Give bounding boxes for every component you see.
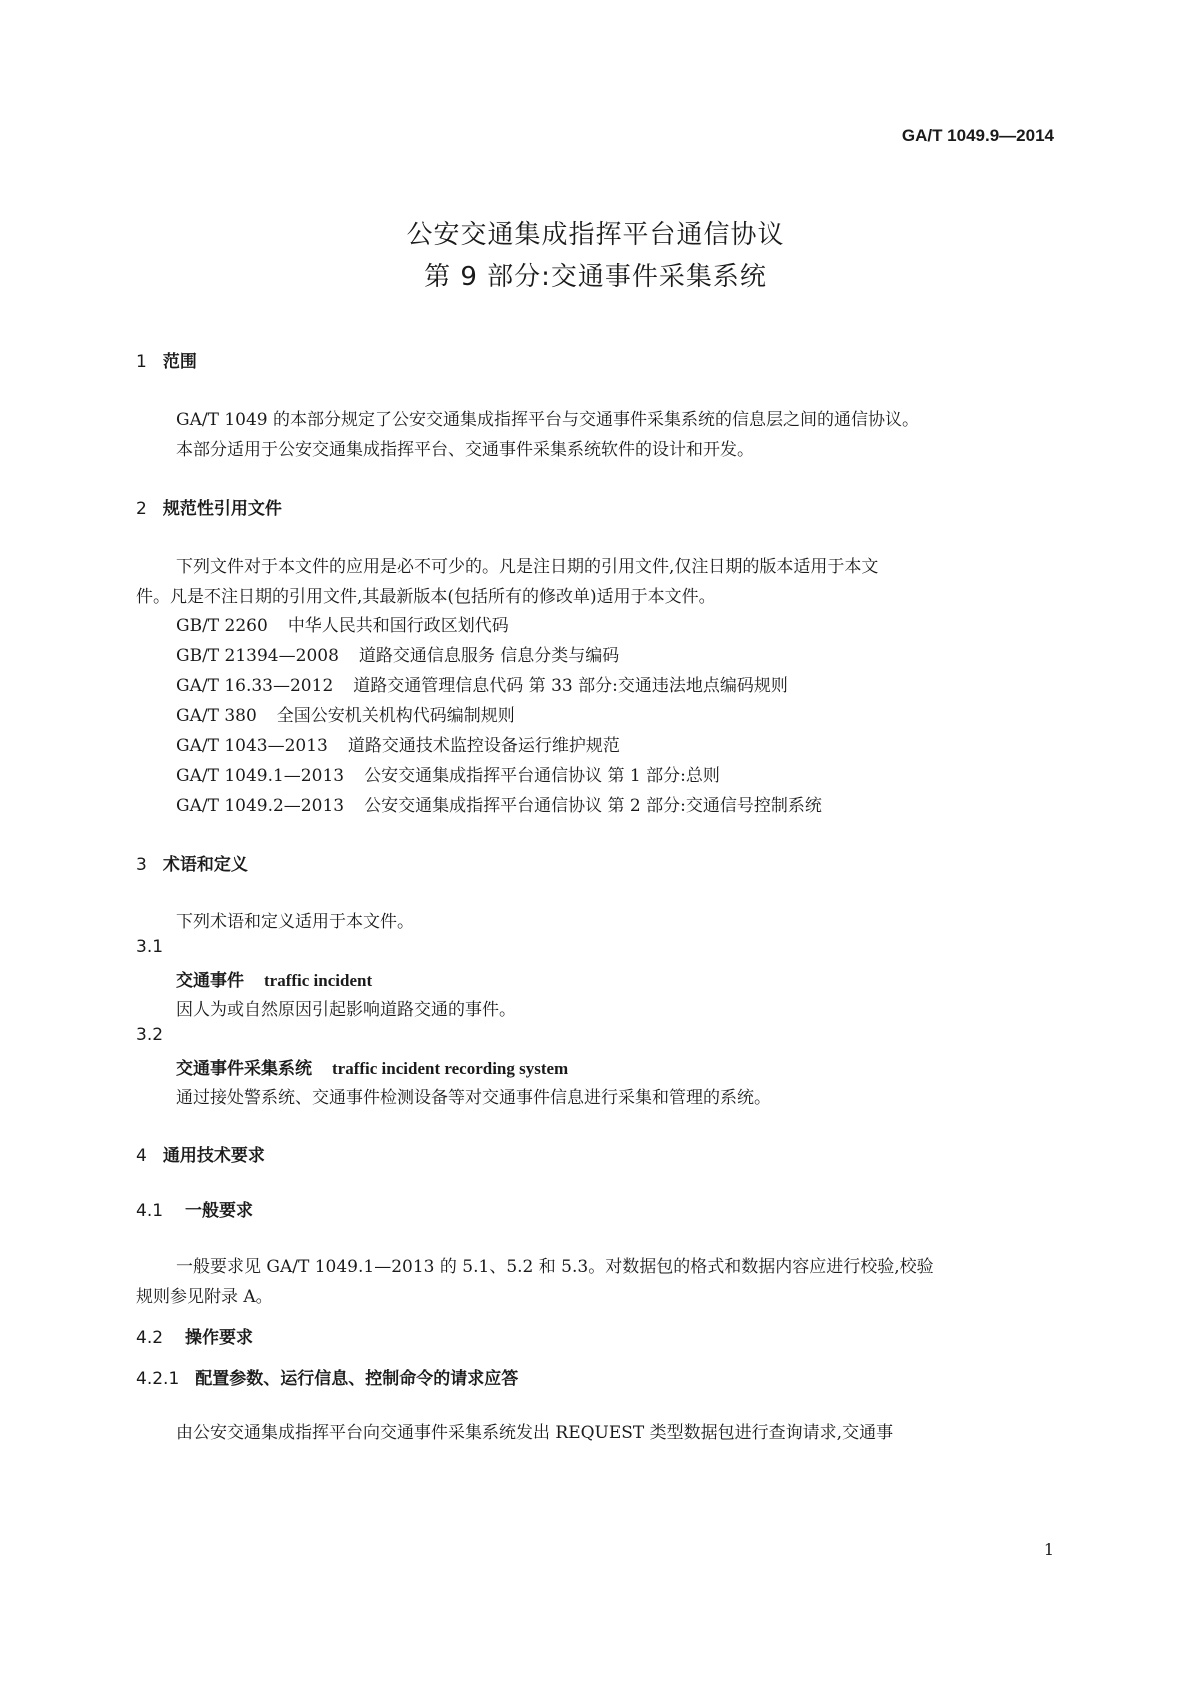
term-definition: 因人为或自然原因引起影响道路交通的事件。 — [176, 1000, 516, 1020]
section-4-1-paragraph-line1: 一般要求见 GA/T 1049.1—2013 的 5.1、5.2 和 5.3。对数据包的格式和数据内容应进行校验,校验 — [176, 1257, 934, 1277]
reference-item — [176, 791, 822, 816]
section-2-number: 2 — [136, 499, 147, 519]
section-3-paragraph: 下列术语和定义适用于本文件。 — [176, 912, 414, 932]
section-4-1-title: 一般要求 — [185, 1201, 254, 1221]
reference-title: 道路交通管理信息代码 第 33 部分:交通违法地点编码规则 — [353, 676, 788, 696]
section-3-number: 3 — [136, 855, 147, 875]
document-title-line2: 第 9 部分:交通事件采集系统 — [424, 262, 767, 292]
section-1-heading — [136, 347, 197, 372]
section-2-paragraph-line1: 下列文件对于本文件的应用是必不可少的。凡是注日期的引用文件,仅注日期的版本适用于本文 — [176, 557, 879, 577]
reference-title: 公安交通集成指挥平台通信协议 第 2 部分:交通信号控制系统 — [364, 796, 822, 816]
section-1-number: 1 — [136, 352, 147, 372]
reference-item — [176, 761, 720, 786]
section-4-heading — [136, 1141, 265, 1166]
section-4-2-1-title: 配置参数、运行信息、控制命令的请求应答 — [195, 1369, 519, 1389]
reference-title: 道路交通技术监控设备运行维护规范 — [347, 736, 620, 756]
section-4-2-title: 操作要求 — [185, 1328, 254, 1348]
reference-code: GA/T 16.33—2012 — [176, 676, 334, 696]
section-4-2-1-number: 4.2.1 — [136, 1369, 180, 1389]
reference-code: GA/T 1049.1—2013 — [176, 766, 345, 786]
section-4-2-1-heading — [136, 1364, 518, 1389]
section-4-1-number: 4.1 — [136, 1201, 164, 1221]
reference-code: GA/T 380 — [176, 706, 257, 726]
term-en: traffic incident recording system — [332, 1059, 569, 1078]
term-heading — [176, 1054, 568, 1079]
term-en: traffic incident — [264, 971, 373, 990]
section-4-2-number: 4.2 — [136, 1328, 164, 1348]
page-number: 1 — [1043, 1540, 1054, 1559]
reference-item — [176, 641, 619, 666]
reference-item — [176, 671, 788, 696]
reference-title: 公安交通集成指挥平台通信协议 第 1 部分:总则 — [364, 766, 720, 786]
section-2-title: 规范性引用文件 — [162, 499, 282, 519]
reference-code: GA/T 1043—2013 — [176, 736, 328, 756]
reference-title: 道路交通信息服务 信息分类与编码 — [358, 646, 620, 666]
section-2-paragraph-line2: 件。凡是不注日期的引用文件,其最新版本(包括所有的修改单)适用于本文件。 — [136, 587, 716, 607]
reference-item — [176, 731, 620, 756]
standard-code: GA/T 1049.9—2014 — [901, 126, 1054, 145]
section-3-title: 术语和定义 — [162, 855, 248, 875]
section-4-1-heading — [136, 1196, 253, 1221]
section-1-paragraph-1: GA/T 1049 的本部分规定了公安交通集成指挥平台与交通事件采集系统的信息层之间的通信协议。 — [176, 410, 919, 430]
term-number: 3.1 — [136, 937, 164, 957]
term-number: 3.2 — [136, 1025, 164, 1045]
section-4-number: 4 — [136, 1146, 147, 1166]
term-zh: 交通事件 — [176, 971, 244, 991]
section-1-paragraph-2: 本部分适用于公安交通集成指挥平台、交通事件采集系统软件的设计和开发。 — [176, 440, 754, 460]
reference-code: GA/T 1049.2—2013 — [176, 796, 345, 816]
reference-item — [176, 701, 515, 726]
reference-code: GB/T 21394—2008 — [176, 646, 339, 666]
term-zh: 交通事件采集系统 — [176, 1059, 312, 1079]
reference-item — [176, 611, 509, 636]
term-definition: 通过接处警系统、交通事件检测设备等对交通事件信息进行采集和管理的系统。 — [176, 1088, 771, 1108]
section-4-2-1-paragraph: 由公安交通集成指挥平台向交通事件采集系统发出 REQUEST 类型数据包进行查询请求,交通事 — [176, 1423, 894, 1443]
section-4-title: 通用技术要求 — [162, 1146, 265, 1166]
term-heading — [176, 966, 372, 991]
reference-title: 全国公安机关机构代码编制规则 — [276, 706, 515, 726]
section-4-1-paragraph-line2: 规则参见附录 A。 — [136, 1287, 273, 1307]
document-title-line1: 公安交通集成指挥平台通信协议 — [406, 220, 785, 250]
section-4-2-heading — [136, 1323, 253, 1348]
section-2-heading — [136, 494, 282, 519]
reference-title: 中华人民共和国行政区划代码 — [287, 616, 509, 636]
reference-code: GB/T 2260 — [176, 616, 268, 636]
section-3-heading — [136, 850, 248, 875]
section-1-title: 范围 — [162, 352, 197, 372]
